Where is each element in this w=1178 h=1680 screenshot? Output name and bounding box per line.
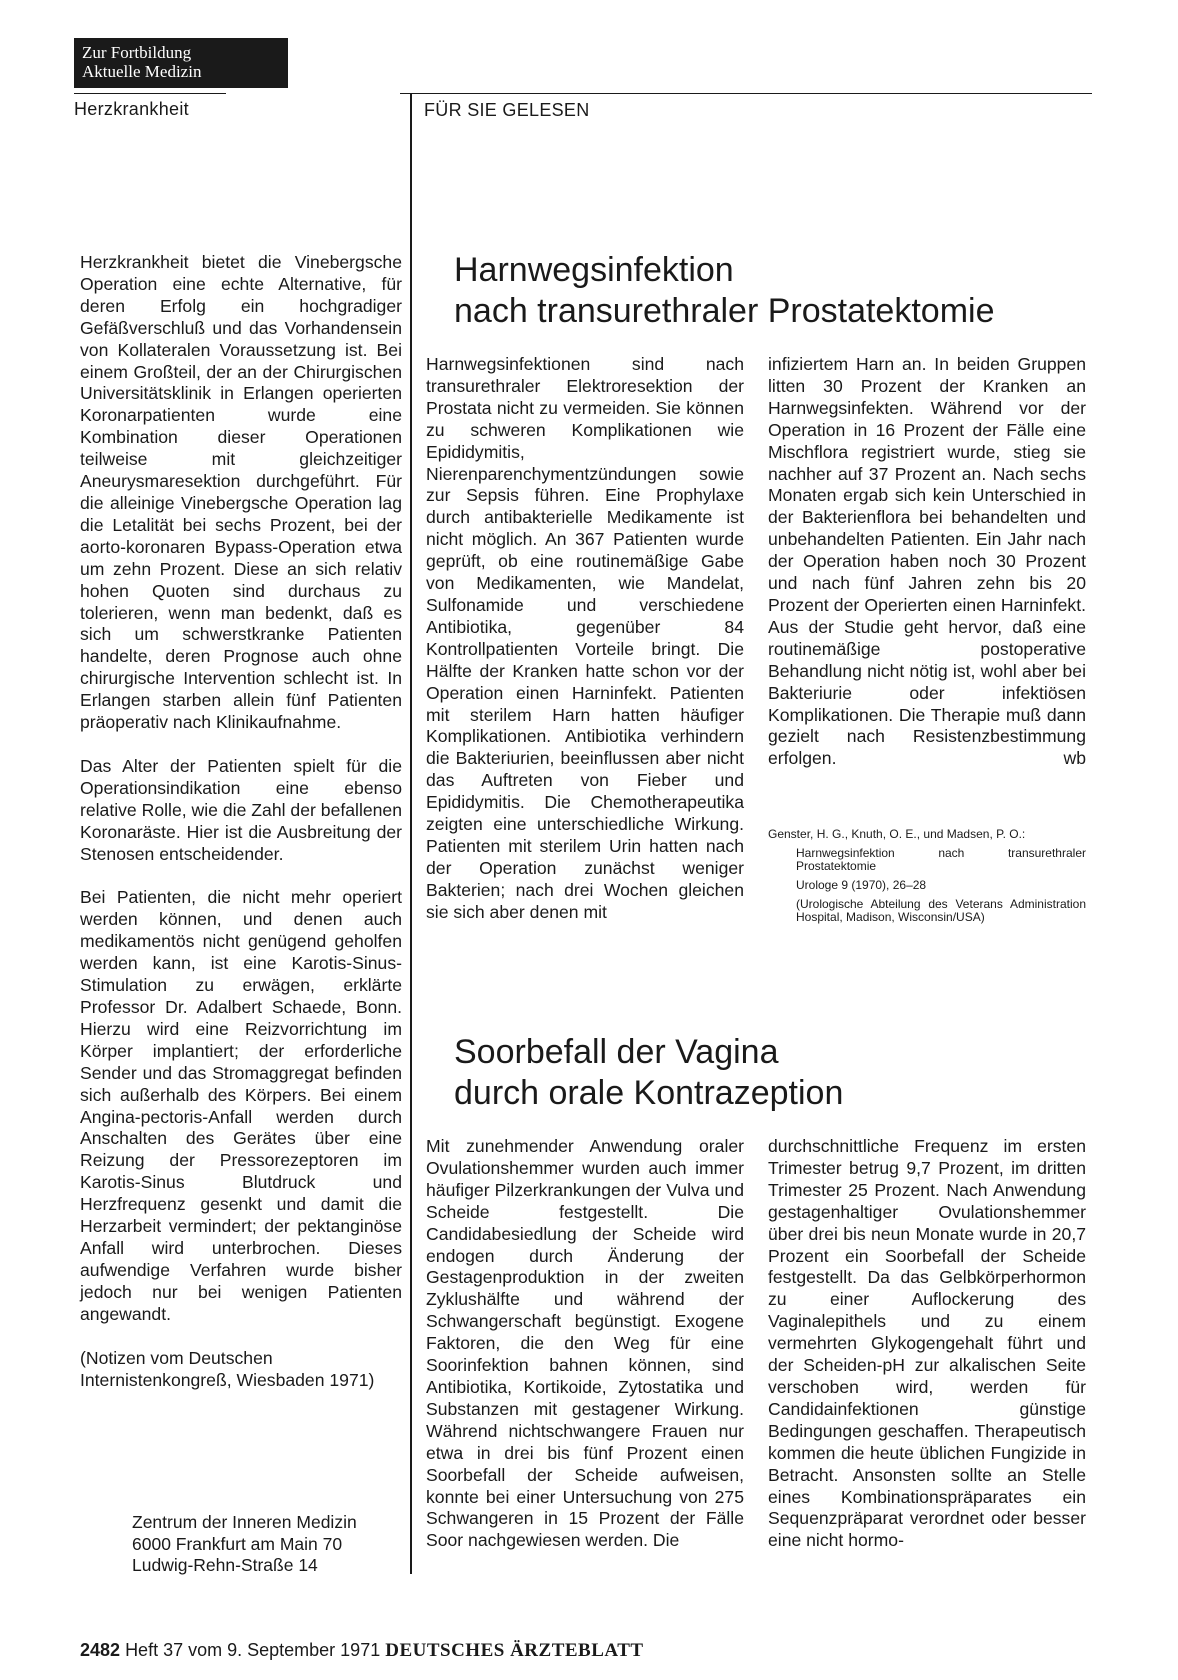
left-note: (Notizen vom Deutschen Internistenkongreß, Wiesbaden 1971) [80, 1347, 375, 1390]
address-block [132, 1512, 404, 1577]
footer [80, 1640, 644, 1662]
article-2-text-1: Mit zunehmender Anwendung oraler Ovulationshemmer wurden auch immer häufiger Pilzerkrankungen der Vulva und Scheide festgestellt. Die Candidabesiedlung der Scheide wird endogen durch Änderung der Gestagenproduktion in der zweiten Zyklushälfte und während der Schwangerschaft begünstigt. Exogene Faktoren, die den Weg für eine Soorinfektion bahnen können, sind Antibiotika, Kortikoide, Zytostatika und Substanzen mit gestagener Wirkung. Während nichtschwangere Frauen nur etwa in drei bis fünf Prozent einen Soorbefall der Scheide aufweisen, konnte bei einer Untersuchung von 275 Schwangeren in 15 Prozent der Fälle Soor nachgewiesen werden. Die [426, 1136, 744, 1551]
section-label-right: FÜR SIE GELESEN [424, 100, 590, 120]
article-1-text-2: infiziertem Harn an. In beiden Gruppen litten 30 Prozent der Kranken an Harnwegsinfekten. Während vor der Operation in 16 Prozent der Fälle eine Mischflora registriert wurde, stieg sie nachher auf 37 Prozent an. Nach sechs Monaten ergab sich kein Unterschied in der Bakterienflora bei behandelten und unbehandelten Patienten. Ein Jahr nach der Operation haben noch 30 Prozent und nach fünf Jahren zehn bis 20 Prozent der Operierten einen Harninfekt. Aus der Studie geht hervor, daß eine routinemäßige postoperative Behandlung nicht nötig ist, wohl aber bei Bakteriurie oder infektiösen Komplikationen. Die Therapie muß dann gezielt nach Resistenzbestimmung erfolgen. [768, 354, 1086, 769]
article-1-text-1: Harnwegsinfektionen sind nach transurethraler Elektroresektion der Prostata nicht zu vermeiden. Sie können zu schweren Komplikationen wie Epididymitis, Nierenparenchymentzündungen sowie zur Sepsis führen. Eine Prophylaxe durch antibakterielle Medikamente ist nicht möglich. An 367 Patienten wurde geprüft, ob eine routinemäßige Gabe von Medikamenten, wie Mandelat, Sulfonamide und verschiedene Antibiotika, gegenüber 84 Kontrollpatienten Vorteile bringt. Die Hälfte der Kranken hatte schon vor der Operation einen Harninfekt. Patienten mit sterilem Harn hatten häufiger Komplikationen. Antibiotika verhindern die Bakteriurien, beeinflussen aber nicht das Auftreten von Fieber und Epididymitis. Die Chemotherapeutika zeigten eine unterschiedliche Wirkung. Patienten mit sterilem Urin hatten nach der Operation zunächst weniger Bakterien; nach drei Wochen gleichen sie sich aber denen mit [426, 354, 744, 922]
article-2-title-line-2: durch orale Kontrazeption [454, 1074, 844, 1112]
section-badge [74, 38, 288, 88]
article-1-title [454, 250, 1074, 332]
address-line-1: Zentrum der Inneren Medizin [132, 1512, 357, 1532]
journal-name: DEUTSCHES ÄRZTEBLATT [385, 1640, 644, 1661]
article-1-signature: wb [1063, 748, 1086, 769]
page-number: 2482 [80, 1640, 121, 1660]
top-rule-right [400, 93, 1092, 94]
reference-affiliation: (Urologische Abteilung des Veterans Administration Hospital, Madison, Wisconsin/USA) [796, 897, 1086, 924]
article-2-column-2 [768, 1136, 1086, 1552]
top-rule-left [74, 93, 226, 94]
section-label-left: Herzkrankheit [74, 99, 189, 119]
left-paragraph-3: Bei Patienten, die nicht mehr operiert werden können, und denen auch medikamentös nicht genügend geholfen werden kann, ist eine Karotis-Sinus-Stimulation zu erwägen, erklärte Professor Dr. Adalbert Schaede, Bonn. Hierzu wird eine Reizvorrichtung im Körper implantiert; der erforderliche Sender und das Stromaggregat befinden sich außerhalb des Körpers. Bei einem Angina-pectoris-Anfall werden durch Anschalten des Gerätes über eine Reizung der Pressorezeptoren im Karotis-Sinus Blutdruck und Herzfrequenz gesenkt und damit die Herzarbeit vermindert; der pektanginöse Anfall wird unterbrochen. Dieses aufwendige Verfahren wurde bisher jedoch nur bei wenigen Patienten angewandt. [80, 887, 402, 1324]
article-1-title-line-1: Harnwegsinfektion [454, 251, 734, 289]
reference-authors: Genster, H. G., Knuth, O. E., und Madsen, P. O.: [768, 827, 1026, 841]
column-divider [410, 94, 412, 1574]
article-2-text-2: durchschnittliche Frequenz im ersten Trimester betrug 9,7 Prozent, im dritten Trimester 25 Prozent. Nach Anwendung gestagenhaltiger Ovulationshemmer über drei bis neun Monate wurde in 20,7 Prozent ein Soorbefall der Scheide festgestellt. Da das Gelbkörperhormon zu einer Auflockerung des Vaginalepithels und zu einem vermehrten Glykogengehalt führt und der Scheiden-pH zur alkalischen Seite verschoben wird, werden für Candidainfektionen günstige Bedingungen geschaffen. Therapeutisch kommen die heute üblichen Fungizide in Betracht. Ansonsten sollte an Stelle eines Kombinationspräparates ein Sequenzpräparat verordnet oder besser eine nicht hormo- [768, 1136, 1086, 1551]
left-paragraph-1: Herzkrankheit bietet die Vinebergsche Operation eine echte Alternative, für deren Erfolg ein hochgradiger Gefäßverschluß und das Vorhandensein von Kollateralen Voraussetzung ist. Bei einem Großteil, der an der Chirurgischen Universitätsklinik in Erlangen operierten Koronarpatienten wurde eine Kombination dieser Operationen teilweise mit gleichzeitiger Aneurysmaresektion durchgeführt. Für die alleinige Vinebergsche Operation lag die Letalität bei sechs Prozent, bei der aorto-koronaren Bypass-Operation etwa um zehn Prozent. Diese an sich relativ hohen Quoten sind durchaus zu tolerieren, wenn man bedenkt, daß es sich um schwerstkranke Patienten handelte, deren Prognose auch ohne chirurgische Intervention schlecht ist. In Erlangen starben allein fünf Patienten präoperativ nach Klinikaufnahme. [80, 252, 402, 733]
left-paragraph-2: Das Alter der Patienten spielt für die Operationsindikation eine ebenso relative Rolle, wie die Zahl der befallenen Koronaräste. Hier ist die Ausbreitung der Stenosen entscheidender. [80, 755, 402, 864]
reference-title: Harnwegsinfektion nach transurethraler Prostatektomie [796, 846, 1086, 873]
article-2-title [454, 1032, 1074, 1114]
article-2-column-1 [426, 1136, 744, 1552]
address-line-2: 6000 Frankfurt am Main 70 [132, 1533, 343, 1554]
address-line-3: Ludwig-Rehn-Straße 14 [132, 1555, 318, 1575]
article-1-reference [768, 828, 1086, 930]
left-column [80, 252, 402, 1391]
article-2-title-line-1: Soorbefall der Vagina [454, 1033, 779, 1071]
article-1-title-line-2: nach transurethraler Prostatektomie [454, 292, 995, 330]
article-1-column-1 [426, 354, 744, 924]
reference-journal: Urologe 9 (1970), 26–28 [796, 878, 927, 892]
issue-info: Heft 37 vom 9. September 1971 [125, 1640, 381, 1660]
badge-line-1: Zur Fortbildung [82, 43, 192, 62]
article-1-column-2 [768, 354, 1086, 770]
badge-line-2: Aktuelle Medizin [82, 62, 202, 81]
